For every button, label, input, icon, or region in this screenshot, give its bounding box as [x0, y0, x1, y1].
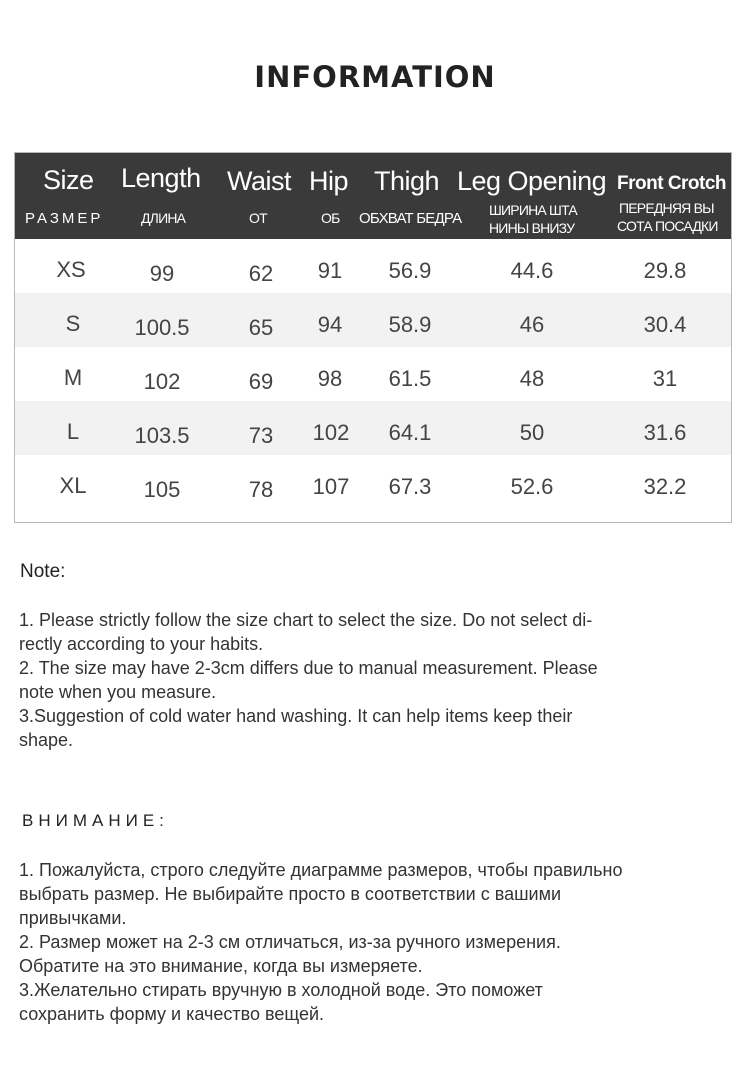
attention-line: выбрать размер. Не выбирайте просто в соответствии с вашими — [19, 884, 562, 904]
cell-thigh: 61.5 — [388, 366, 432, 391]
cell-front-crotch: 31 — [652, 366, 678, 391]
cell-waist: 73 — [248, 423, 274, 448]
cell-size: XL — [59, 473, 87, 498]
size-chart-table — [14, 152, 732, 523]
cell-leg-opening: 44.6 — [510, 258, 554, 283]
table-row — [15, 239, 731, 293]
header-thigh: Thigh — [374, 166, 440, 196]
header-leg-opening-sub1: ШИРИНА ШТА — [489, 202, 577, 218]
attention-line: 2. Размер может на 2-3 см отличаться, из-за ручного измерения. — [19, 932, 561, 952]
header-thigh-sub: ОБХВАТ БЕДРА — [359, 210, 462, 227]
cell-size: L — [66, 419, 80, 444]
cell-thigh: 64.1 — [388, 420, 432, 445]
header-size: Size — [43, 165, 94, 195]
note-line: 3.Suggestion of cold water hand washing. It can help items keep their — [19, 706, 573, 726]
cell-thigh: 56.9 — [388, 258, 432, 283]
attention-line: 3.Желательно стирать вручную в холодной воде. Это поможет — [19, 980, 543, 1000]
note-paragraph — [19, 608, 724, 752]
header-hip-sub: ОБ — [321, 210, 340, 226]
attention-line: привычками. — [19, 908, 127, 928]
cell-length: 99 — [149, 261, 175, 286]
cell-front-crotch: 30.4 — [643, 312, 687, 337]
note-heading: Note: — [20, 561, 66, 582]
note-line: shape. — [19, 730, 74, 750]
note-line: 2. The size may have 2-3cm differs due to manual measurement. Please — [19, 658, 598, 678]
cell-waist: 78 — [248, 477, 274, 502]
cell-length: 100.5 — [134, 315, 190, 340]
header-front-crotch-sub1: ПЕРЕДНЯЯ ВЫ — [619, 200, 714, 216]
header-waist: Waist — [227, 166, 291, 196]
cell-waist: 62 — [248, 261, 274, 286]
table-row — [15, 401, 731, 455]
attention-line: 1. Пожалуйста, строго следуйте диаграмме размеров, чтобы правильно — [19, 860, 623, 880]
cell-thigh: 67.3 — [388, 474, 432, 499]
note-line: note when you measure. — [19, 682, 217, 702]
cell-hip: 102 — [312, 420, 350, 445]
table-header — [15, 153, 731, 239]
header-length-sub: ДЛИНА — [141, 210, 186, 226]
attention-paragraph — [19, 858, 724, 1026]
cell-length: 105 — [143, 477, 181, 502]
header-front-crotch-sub2: СОТА ПОСАДКИ — [617, 218, 718, 234]
attention-line: Обратите на это внимание, когда вы измеряете. — [19, 956, 423, 976]
cell-leg-opening: 50 — [519, 420, 545, 445]
header-leg-opening: Leg Opening — [457, 166, 607, 196]
cell-leg-opening: 52.6 — [510, 474, 554, 499]
table-row — [15, 455, 731, 509]
cell-size: XS — [56, 257, 86, 282]
cell-thigh: 58.9 — [388, 312, 432, 337]
cell-front-crotch: 29.8 — [643, 258, 687, 283]
header-leg-opening-sub2: НИНЫ ВНИЗУ — [489, 220, 575, 236]
cell-length: 102 — [143, 369, 181, 394]
header-waist-sub: ОТ — [249, 210, 267, 226]
cell-size: S — [65, 311, 81, 336]
header-size-sub: РАЗМЕР — [25, 210, 104, 227]
cell-front-crotch: 31.6 — [643, 420, 687, 445]
cell-hip: 91 — [317, 258, 343, 283]
cell-length: 103.5 — [134, 423, 190, 448]
header-length: Length — [121, 163, 201, 193]
header-hip: Hip — [309, 166, 349, 196]
table-row — [15, 293, 731, 347]
header-front-crotch: Front Crotch — [617, 173, 727, 194]
cell-leg-opening: 48 — [519, 366, 545, 391]
cell-front-crotch: 32.2 — [643, 474, 687, 499]
note-line: rectly according to your habits. — [19, 634, 264, 654]
table-row — [15, 347, 731, 401]
attention-line: сохранить форму и качество вещей. — [19, 1004, 325, 1024]
cell-hip: 98 — [317, 366, 343, 391]
cell-waist: 65 — [248, 315, 274, 340]
cell-leg-opening: 46 — [519, 312, 545, 337]
note-line: 1. Please strictly follow the size chart to select the size. Do not select di- — [19, 610, 593, 630]
attention-heading: ВНИМАНИЕ: — [22, 811, 169, 830]
page-title: INFORMATION — [254, 60, 496, 94]
cell-hip: 107 — [312, 474, 350, 499]
cell-hip: 94 — [317, 312, 343, 337]
cell-waist: 69 — [248, 369, 274, 394]
cell-size: M — [63, 365, 83, 390]
